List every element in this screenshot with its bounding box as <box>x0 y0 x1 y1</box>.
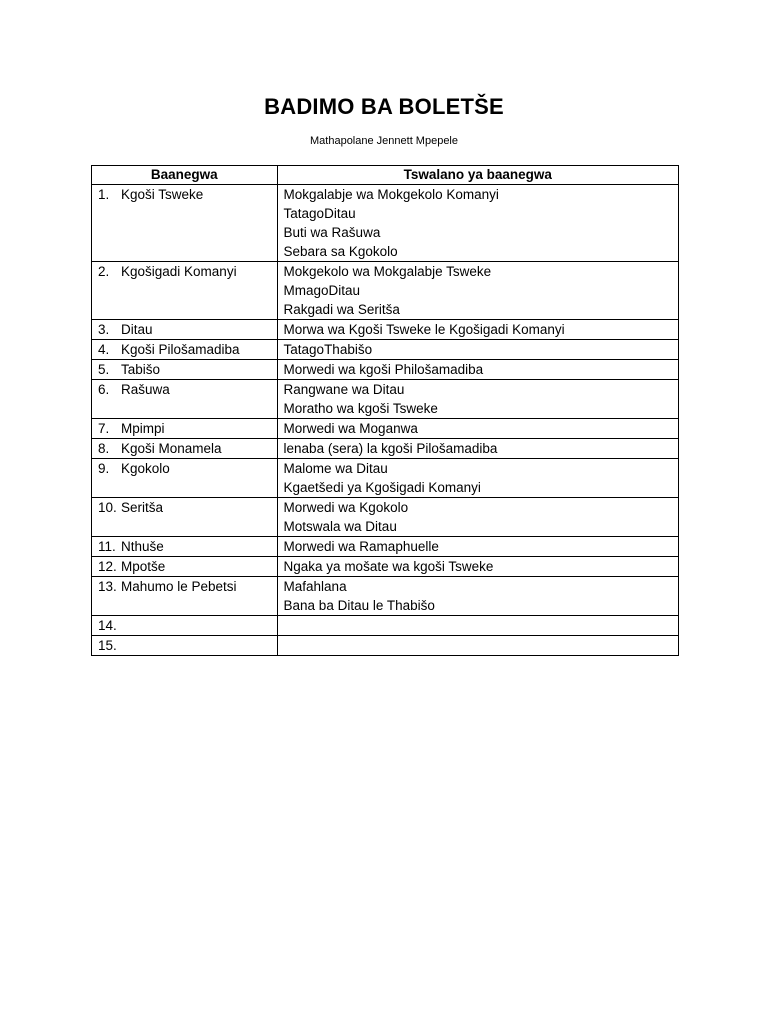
row-number: 2. <box>98 264 110 279</box>
relationship-line: TatagoDitau <box>283 206 356 221</box>
column-header-relationships: Tswalano ya baanegwa <box>277 166 678 185</box>
table-row <box>92 340 679 360</box>
row-number: 14. <box>98 618 117 633</box>
relationship-line: Rakgadi wa Seritša <box>283 302 400 317</box>
row-number: 10. <box>98 500 117 515</box>
row-number: 9. <box>98 461 110 476</box>
character-name: Ditau <box>121 322 153 337</box>
table-row <box>92 360 679 380</box>
row-number: 15. <box>98 638 117 653</box>
character-name: Rašuwa <box>121 382 170 397</box>
relationship-cell <box>277 616 678 636</box>
relationship-cell <box>277 577 678 616</box>
table-row <box>92 439 679 459</box>
relationship-line: Ngaka ya mošate wa kgoši Tsweke <box>283 559 494 574</box>
relationship-line: Rangwane wa Ditau <box>283 382 405 397</box>
relationship-cell <box>277 360 678 380</box>
relationship-line: Morwedi wa Ramaphuelle <box>283 539 439 554</box>
character-cell <box>92 419 278 439</box>
relationship-line: Mokgalabje wa Mokgekolo Komanyi <box>283 187 499 202</box>
table-row <box>92 577 679 616</box>
table-row <box>92 380 679 419</box>
relationship-cell <box>277 636 678 656</box>
document-author: Mathapolane Jennett Mpepele <box>310 135 458 147</box>
character-cell <box>92 439 278 459</box>
table-row <box>92 537 679 557</box>
relationship-cell <box>277 557 678 577</box>
row-number: 6. <box>98 382 110 397</box>
table-row <box>92 557 679 577</box>
table-row <box>92 320 679 340</box>
relationship-cell <box>277 459 678 498</box>
relationship-line: Bana ba Ditau le Thabišo <box>283 598 435 613</box>
relationship-line: TatagoThabišo <box>283 342 373 357</box>
character-cell <box>92 636 278 656</box>
table-header-row <box>92 166 679 185</box>
relationship-line: Mokgekolo wa Mokgalabje Tsweke <box>283 264 492 279</box>
character-name: Mahumo le Pebetsi <box>121 579 237 594</box>
character-name: Kgokolo <box>121 461 170 476</box>
character-cell <box>92 185 278 262</box>
table-row <box>92 262 679 320</box>
row-number: 7. <box>98 421 110 436</box>
character-name: Mpimpi <box>121 421 165 436</box>
row-number: 4. <box>98 342 110 357</box>
character-name: Kgoši Pilošamadiba <box>121 342 240 357</box>
relationship-line: MmagoDitau <box>283 283 361 298</box>
row-number: 5. <box>98 362 110 377</box>
table-row <box>92 185 679 262</box>
table-body <box>92 185 679 656</box>
table-row <box>92 419 679 439</box>
relationship-line: lenaba (sera) la kgoši Pilošamadiba <box>283 441 498 456</box>
character-cell <box>92 380 278 419</box>
relationship-line: Mafahlana <box>283 579 347 594</box>
relationship-cell <box>277 185 678 262</box>
relationship-line: Morwedi wa Kgokolo <box>283 500 409 515</box>
character-name: Nthuše <box>121 539 164 554</box>
row-number: 12. <box>98 559 117 574</box>
character-cell <box>92 498 278 537</box>
relationship-line: Sebara sa Kgokolo <box>283 244 398 259</box>
document-title: BADIMO BA BOLETŠE <box>264 94 504 119</box>
character-name: Kgoši Tsweke <box>121 187 204 202</box>
character-name: Tabišo <box>121 362 161 377</box>
relationship-cell <box>277 439 678 459</box>
column-header-characters: Baanegwa <box>92 166 278 185</box>
relationship-cell <box>277 537 678 557</box>
character-cell <box>92 557 278 577</box>
row-number: 8. <box>98 441 110 456</box>
row-number: 13. <box>98 579 117 594</box>
character-cell <box>92 340 278 360</box>
relationship-line: Morwa wa Kgoši Tsweke le Kgošigadi Komanyi <box>283 322 565 337</box>
character-cell <box>92 459 278 498</box>
character-cell <box>92 537 278 557</box>
row-number: 1. <box>98 187 110 202</box>
character-cell <box>92 577 278 616</box>
relationship-line: Kgaetšedi ya Kgošigadi Komanyi <box>283 480 481 495</box>
character-name: Kgošigadi Komanyi <box>121 264 237 279</box>
characters-table <box>91 165 679 656</box>
relationship-cell <box>277 498 678 537</box>
character-cell <box>92 320 278 340</box>
relationship-line: Moratho wa kgoši Tsweke <box>283 401 438 416</box>
relationship-line: Morwedi wa kgoši Philošamadiba <box>283 362 484 377</box>
relationship-line: Malome wa Ditau <box>283 461 388 476</box>
relationship-line: Buti wa Rašuwa <box>283 225 381 240</box>
relationship-line: Morwedi wa Moganwa <box>283 421 418 436</box>
relationship-cell <box>277 262 678 320</box>
character-cell <box>92 360 278 380</box>
relationship-cell <box>277 380 678 419</box>
relationship-cell <box>277 340 678 360</box>
character-name: Kgoši Monamela <box>121 441 222 456</box>
character-cell <box>92 262 278 320</box>
character-name: Seritša <box>121 500 164 515</box>
character-cell <box>92 616 278 636</box>
relationship-cell <box>277 320 678 340</box>
table-row <box>92 498 679 537</box>
table-row <box>92 459 679 498</box>
row-number: 11. <box>98 539 116 554</box>
character-name: Mpotše <box>121 559 166 574</box>
relationship-line: Motswala wa Ditau <box>283 519 397 534</box>
relationship-cell <box>277 419 678 439</box>
table-row <box>92 616 679 636</box>
table-row <box>92 636 679 656</box>
row-number: 3. <box>98 322 110 337</box>
